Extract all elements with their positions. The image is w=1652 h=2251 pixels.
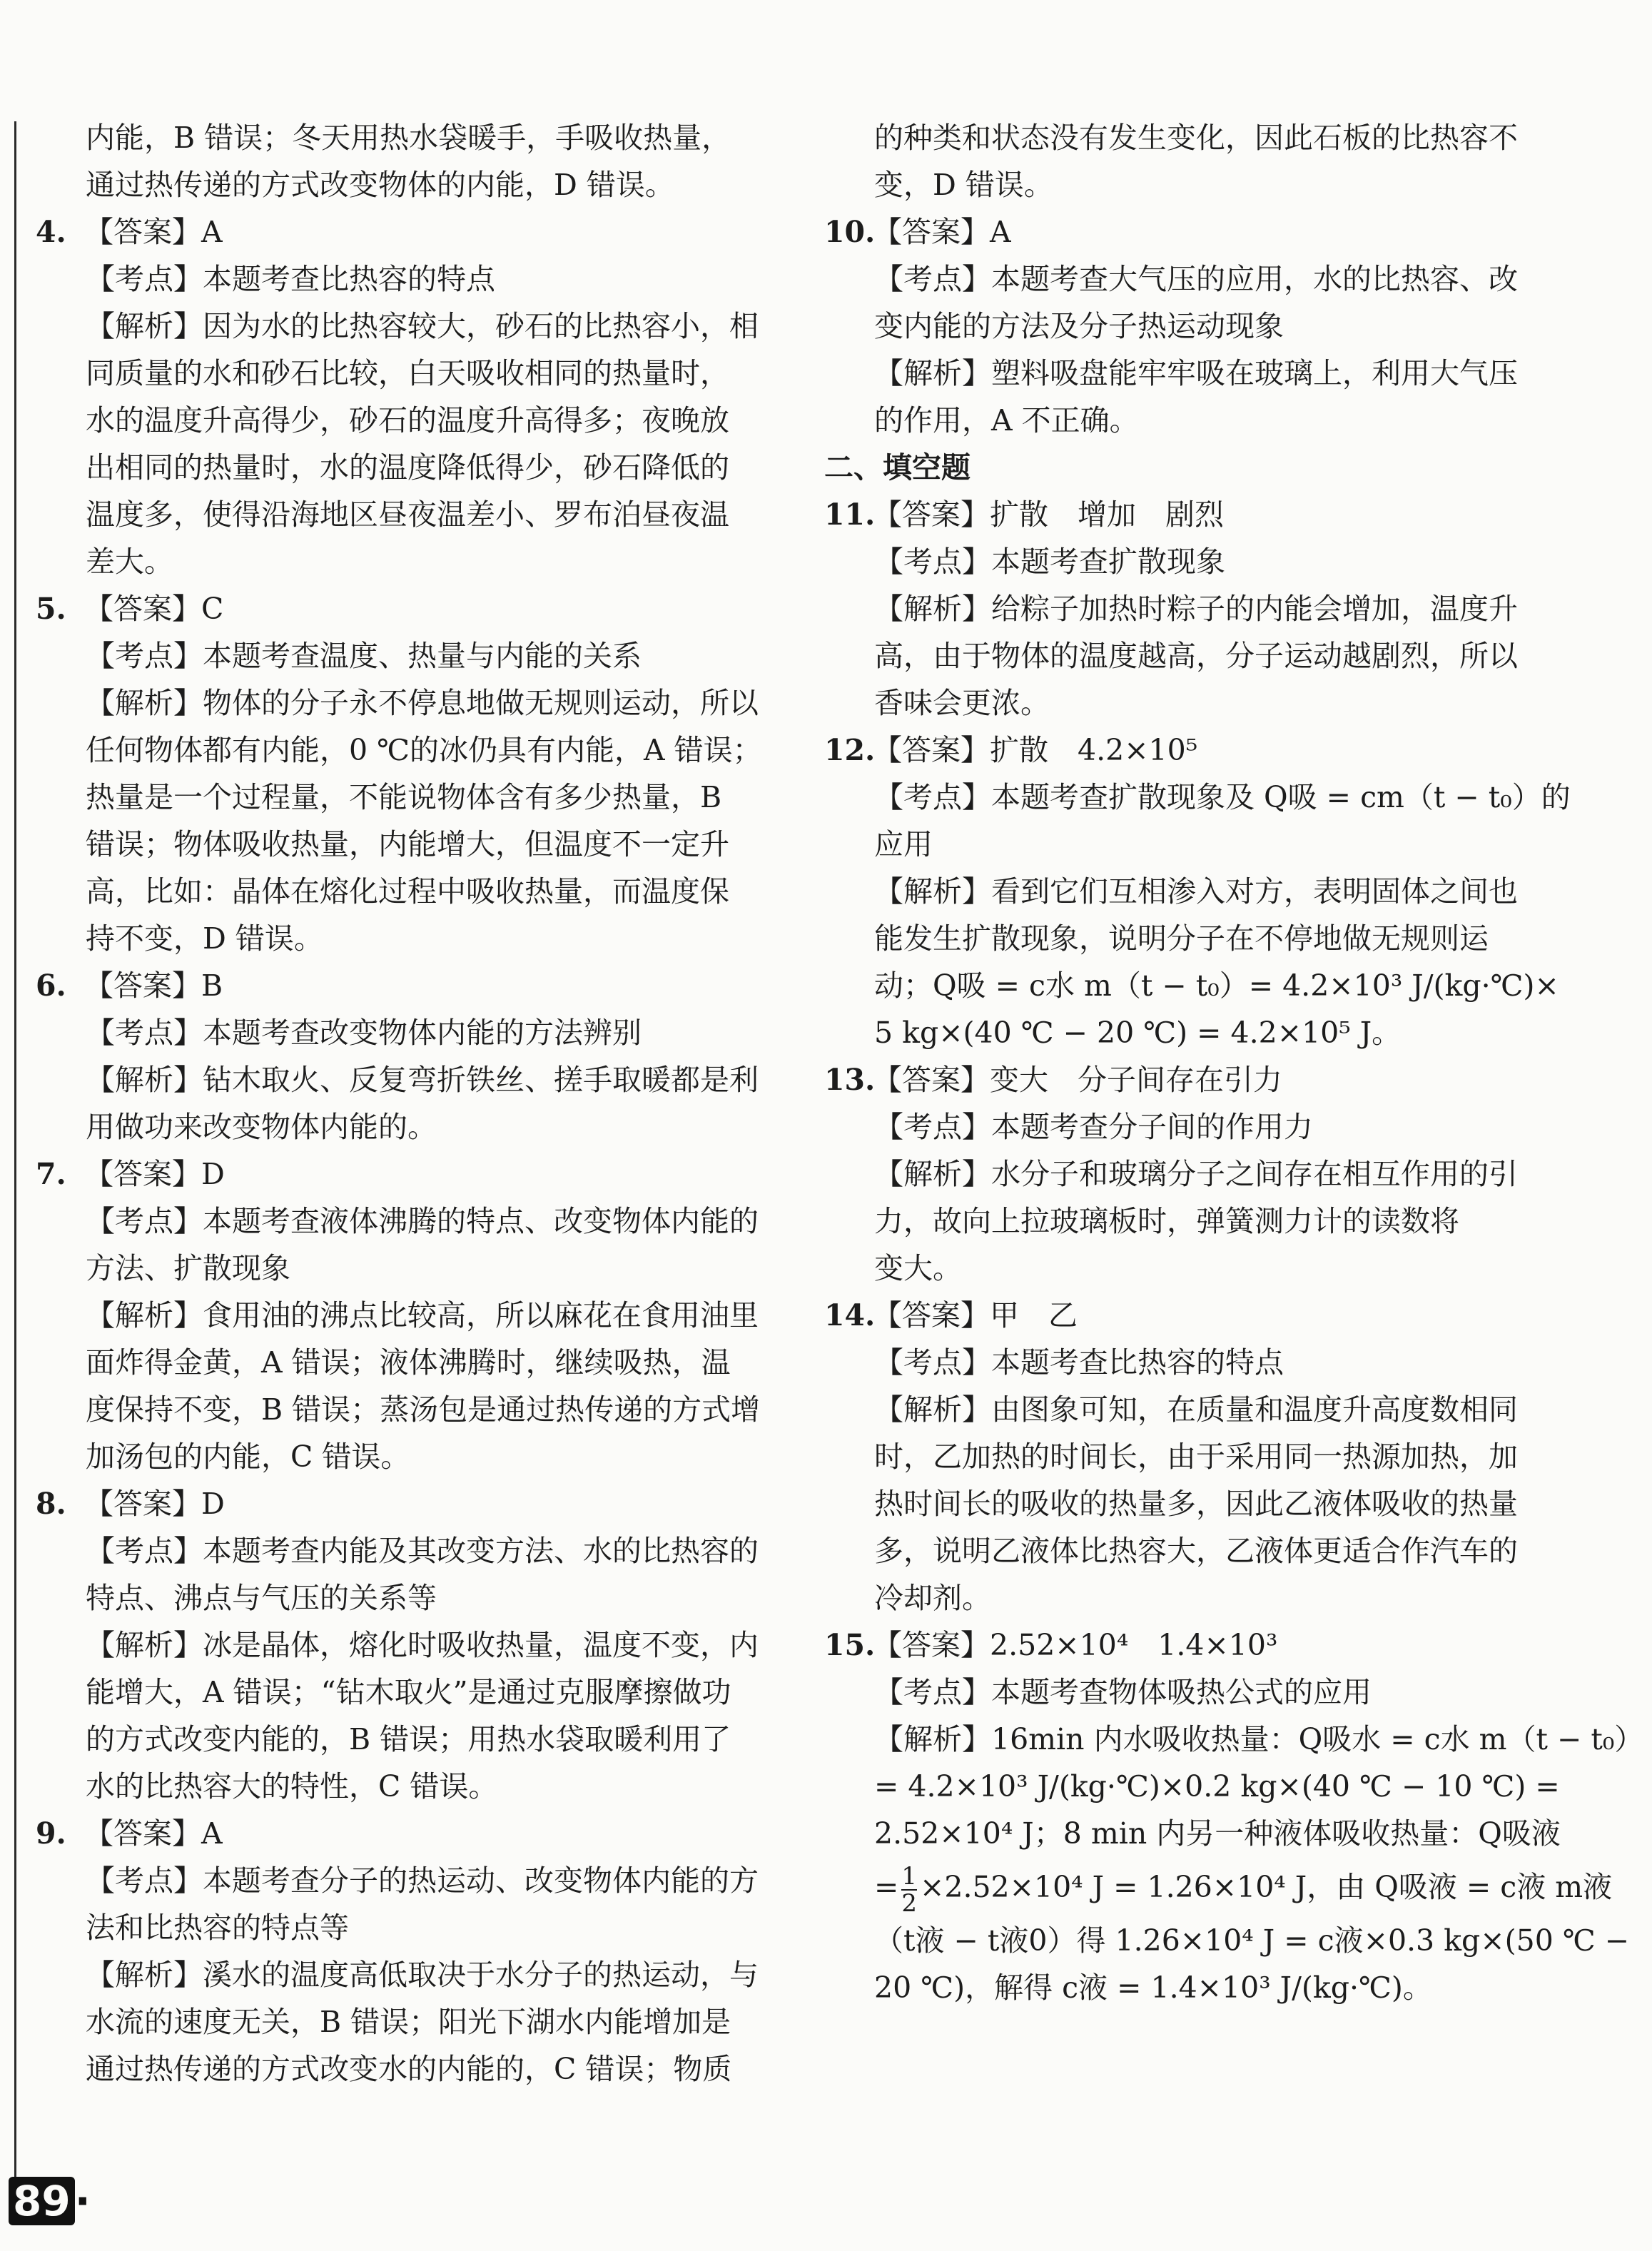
question-answer-line [824, 727, 1559, 774]
page-number: 89 · [9, 2177, 91, 2225]
text-line: 同质量的水和砂石比较，白天吸收相同的热量时， [86, 356, 729, 390]
text-line: 【解析】16min 内水吸收热量：Q吸水 = c水 m（t − t₀） [874, 1722, 1644, 1756]
text-line: 【解析】物体的分子永不停息地做无规则运动，所以 [86, 686, 759, 720]
text-line: 内能，B 错误；冬天用热水袋暖手，手吸收热量， [86, 121, 731, 155]
question-answer-line [824, 1622, 1559, 1669]
text-line: 特点、沸点与气压的关系等 [86, 1581, 437, 1615]
text-line: 【解析】冰是晶体，熔化时吸收热量，温度不变，内 [86, 1628, 759, 1662]
text-line: 【解析】钻木取火、反复弯折铁丝、搓手取暖都是利 [86, 1063, 759, 1097]
answer-text: 【答案】A [84, 215, 223, 249]
question-number: 5. [36, 592, 66, 626]
question-number: 6. [36, 968, 66, 1003]
text-line: 通过热传递的方式改变物体的内能，D 错误。 [86, 168, 674, 202]
answer-text: 【答案】扩散 增加 剧烈 [873, 497, 1224, 532]
question-answer-line [36, 1480, 778, 1527]
text-line: 【考点】本题考查比热容的特点 [874, 1345, 1284, 1380]
question-answer-line [36, 208, 778, 256]
answer-text: 【答案】甲 乙 [873, 1298, 1078, 1332]
question-answer-line [824, 1292, 1559, 1339]
text-line: 通过热传递的方式改变水的内能的，C 错误；物质 [86, 2052, 732, 2086]
text-line: 【解析】溪水的温度高低取决于水分子的热运动，与 [86, 1958, 759, 1992]
text-line: 【考点】本题考查比热容的特点 [86, 262, 495, 296]
answer-text: 【答案】C [84, 592, 224, 626]
section-heading: 二、填空题 [824, 450, 971, 485]
answer-text: 【答案】变大 分子间存在引力 [873, 1063, 1282, 1097]
text-line: 面炸得金黄，A 错误；液体沸腾时，继续吸热，温 [86, 1345, 731, 1380]
text-line: 温度多，使得沿海地区昼夜温差小、罗布泊昼夜温 [86, 497, 729, 532]
text-line: 2.52×10⁴ J；8 min 内另一种液体吸收热量：Q吸液 [874, 1816, 1561, 1851]
answer-text: 【答案】B [84, 968, 223, 1003]
text-line: 力，故向上拉玻璃板时，弹簧测力计的读数将 [874, 1204, 1459, 1238]
question-answer-line [824, 208, 1559, 256]
question-number: 9. [36, 1816, 66, 1851]
answer-text: 【答案】D [84, 1157, 225, 1191]
text-line: 高，由于物体的温度越高，分子运动越剧烈，所以 [874, 639, 1518, 673]
answer-text: 【答案】A [873, 215, 1011, 249]
question-answer-line [36, 585, 778, 632]
text-line: 【解析】看到它们互相渗入对方，表明固体之间也 [874, 874, 1518, 909]
text-line: 【考点】本题考查内能及其改变方法、水的比热容的 [86, 1534, 759, 1568]
text-line: 【解析】水分子和玻璃分子之间存在相互作用的引 [874, 1157, 1518, 1191]
text-line: 水的温度升高得少，砂石的温度升高得多；夜晚放 [86, 403, 729, 437]
text-line: 【考点】本题考查扩散现象及 Q吸 = cm（t − t₀）的 [874, 780, 1571, 814]
text-line: 5 kg×(40 ℃ − 20 ℃) = 4.2×10⁵ J。 [874, 1016, 1402, 1050]
text-line: 【解析】给粽子加热时粽子的内能会增加，温度升 [874, 592, 1518, 626]
text-line: 加汤包的内能，C 错误。 [86, 1440, 410, 1474]
text-line: 错误；物体吸收热量，内能增大，但温度不一定升 [86, 827, 729, 861]
text-line: 冷却剂。 [874, 1581, 991, 1615]
text-line: 差大。 [86, 545, 173, 579]
text-line: 香味会更浓。 [874, 686, 1050, 720]
text-line: 【解析】由图象可知，在质量和温度升高度数相同 [874, 1392, 1518, 1427]
text-line: 的方式改变内能的，B 错误；用热水袋取暖利用了 [86, 1722, 731, 1756]
text-line: 20 ℃)，解得 c液 = 1.4×10³ J/(kg·℃)。 [874, 1971, 1432, 2005]
text-line: 度保持不变，B 错误；蒸汤包是通过热传递的方式增 [86, 1392, 761, 1427]
question-number: 13. [824, 1063, 876, 1097]
text-line: 【考点】本题考查液体沸腾的特点、改变物体内能的 [86, 1204, 759, 1238]
question-answer-line [36, 1150, 778, 1198]
answer-text: 【答案】D [84, 1487, 225, 1521]
text-line: 水流的速度无关，B 错误；阳光下湖水内能增加是 [86, 2005, 731, 2039]
text-line: 【考点】本题考查扩散现象 [874, 545, 1225, 579]
right-column [824, 114, 1644, 2011]
left-margin-rule [14, 121, 16, 2177]
page-number-value: 89 [9, 2177, 75, 2225]
text-line: 的作用，A 不正确。 [874, 403, 1139, 437]
text-line: 能增大，A 错误；“钻木取火”是通过克服摩擦做功 [86, 1675, 731, 1709]
question-number: 7. [36, 1157, 66, 1191]
text-line: 的种类和状态没有发生变化，因此石板的比热容不 [874, 121, 1518, 155]
fraction-numerator: 1 [901, 1861, 917, 1891]
fraction-line-text: ×2.52×10⁴ J = 1.26×10⁴ J，由 Q吸液 = c液 m液 [920, 1870, 1613, 1904]
question-number: 8. [36, 1487, 66, 1521]
question-answer-line [824, 491, 1559, 538]
text-line: 热时间长的吸收的热量多，因此乙液体吸收的热量 [874, 1487, 1518, 1521]
question-number: 12. [824, 733, 876, 767]
question-answer-line [824, 1056, 1559, 1103]
text-line: 持不变，D 错误。 [86, 921, 323, 956]
question-number: 15. [824, 1628, 876, 1662]
question-number: 14. [824, 1298, 876, 1332]
text-line: 【考点】本题考查物体吸热公式的应用 [874, 1675, 1372, 1709]
text-line: 任何物体都有内能，0 ℃的冰仍具有内能，A 错误； [86, 733, 762, 767]
fraction [901, 1863, 917, 1916]
text-line: 【考点】本题考查改变物体内能的方法辨别 [86, 1016, 642, 1050]
text-line: 高，比如：晶体在熔化过程中吸收热量，而温度保 [86, 874, 729, 909]
text-line: 【考点】本题考查温度、热量与内能的关系 [86, 639, 642, 673]
question-number: 4. [36, 215, 66, 249]
question-answer-line [36, 962, 778, 1009]
text-line: 变大。 [874, 1251, 962, 1285]
text-line: 法和比热容的特点等 [86, 1911, 349, 1945]
text-line: （t液 − t液0）得 1.26×10⁴ J = c液×0.3 kg×(50 ℃ − [874, 1923, 1630, 1958]
equals-sign: = [874, 1870, 899, 1904]
text-line: 时，乙加热的时间长，由于采用同一热源加热，加 [874, 1440, 1518, 1474]
text-line: 变内能的方法及分子热运动现象 [874, 309, 1284, 343]
text-line: 【解析】食用油的沸点比较高，所以麻花在食用油里 [86, 1298, 759, 1332]
text-line: 方法、扩散现象 [86, 1251, 290, 1285]
text-line: 应用 [874, 827, 933, 861]
text-line: 【解析】塑料吸盘能牢牢吸在玻璃上，利用大气压 [874, 356, 1518, 390]
text-line: = 4.2×10³ J/(kg·℃)×0.2 kg×(40 ℃ − 10 ℃) = [874, 1769, 1560, 1804]
answer-text: 【答案】扩散 4.2×10⁵ [873, 733, 1198, 767]
text-line: 多，说明乙液体比热容大，乙液体更适合作汽车的 [874, 1534, 1518, 1568]
text-line: 水的比热容大的特性，C 错误。 [86, 1769, 498, 1804]
text-line: 热量是一个过程量，不能说物体含有多少热量，B [86, 780, 722, 814]
text-line: 能发生扩散现象，说明分子在不停地做无规则运 [874, 921, 1489, 956]
text-line: 用做功来改变物体内能的。 [86, 1110, 437, 1144]
text-line: 出相同的热量时，水的温度降低得少，砂石降低的 [86, 450, 729, 485]
question-answer-line [36, 1810, 778, 1857]
text-line: 【考点】本题考查分子间的作用力 [874, 1110, 1313, 1144]
text-line: 【考点】本题考查大气压的应用，水的比热容、改 [874, 262, 1518, 296]
question-number: 11. [824, 497, 876, 532]
answer-text: 【答案】2.52×10⁴ 1.4×10³ [873, 1628, 1278, 1662]
answer-text: 【答案】A [84, 1816, 223, 1851]
text-line: 【考点】本题考查分子的热运动、改变物体内能的方 [86, 1863, 759, 1898]
left-column [36, 114, 778, 2093]
question-number: 10. [824, 215, 876, 249]
text-line: 【解析】因为水的比热容较大，砂石的比热容小，相 [86, 309, 759, 343]
fraction-denominator: 2 [901, 1888, 917, 1918]
text-line: 动；Q吸 = c水 m（t − t₀）= 4.2×10³ J/(kg·℃)× [874, 968, 1559, 1003]
text-line: 变，D 错误。 [874, 168, 1053, 202]
fraction-line [824, 1857, 1613, 1918]
